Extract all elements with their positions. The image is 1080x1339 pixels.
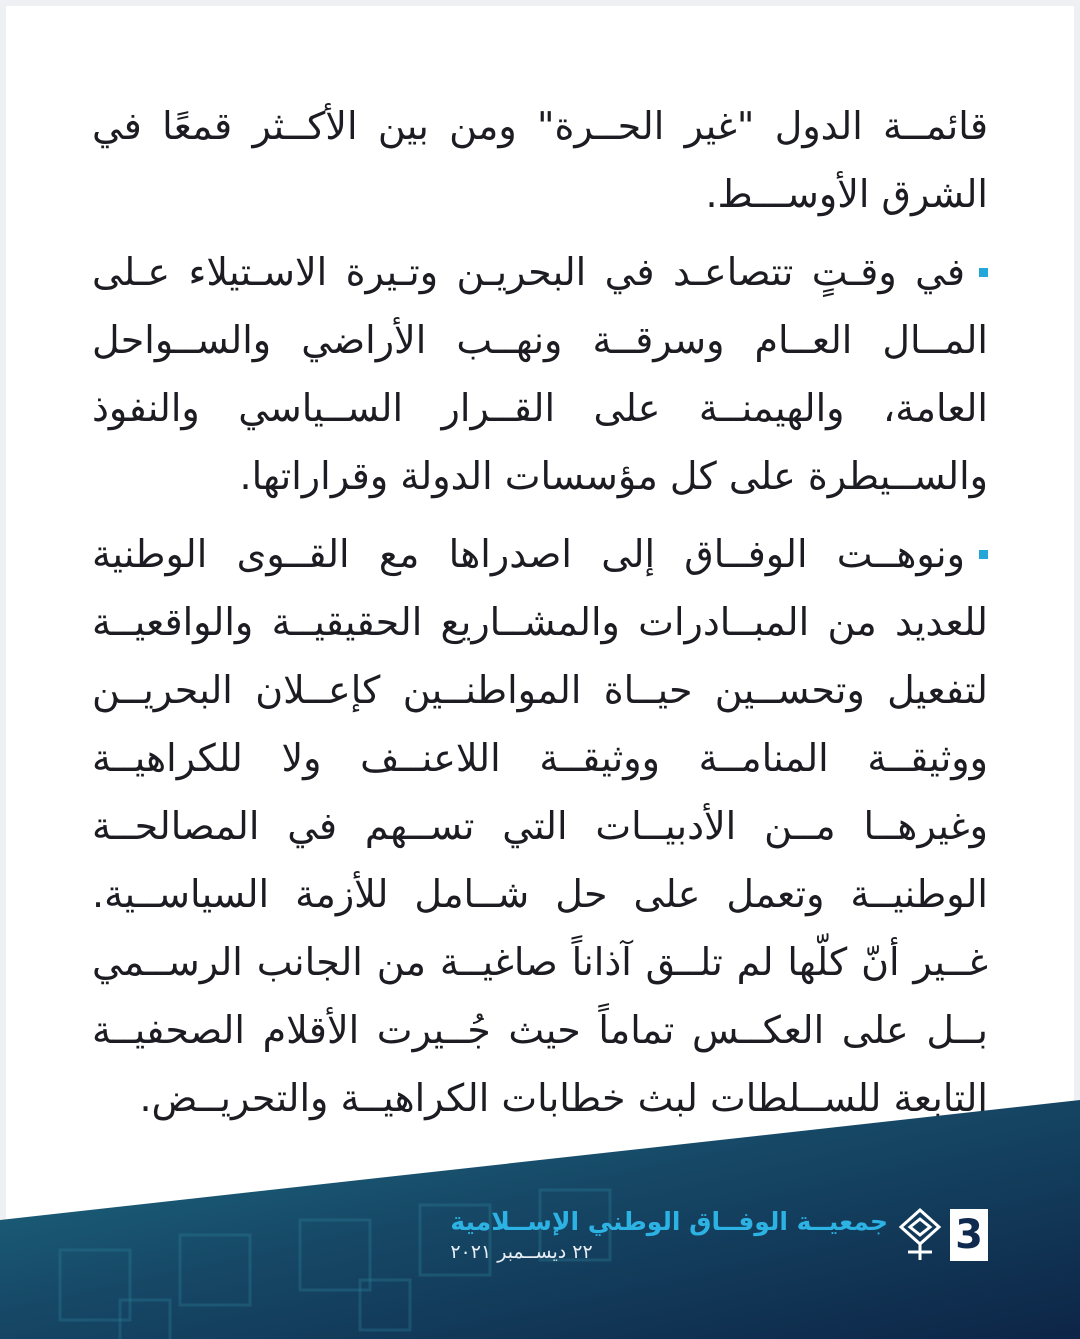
article-body [92, 92, 988, 1142]
footer-branding [450, 1200, 988, 1270]
square-bullet-icon [979, 268, 988, 277]
brand-text [450, 1205, 888, 1265]
paragraph-text: قائمــة الدول "غير الحــرة" ومن بين الأكــثر قمعًا في الشرق الأوســـط. [92, 104, 988, 216]
page-number: 3 [950, 1209, 988, 1261]
paragraph-bullet-1 [92, 238, 988, 510]
paragraph-bullet-2 [92, 520, 988, 1132]
publish-date: ٢٢ ديســمبر ٢٠٢١ [450, 1241, 593, 1263]
paragraph-text: في وقـتٍ تتصاعـد في البحريـن وتـيرة الاسـتيلاء عـلى المــال العــام وسرقــة ونهــب الأراضي والســواحل العامة، والهيمنــة على القــرار الســياسي والنفوذ والســيطرة على كل مؤسسات الدولة وقراراتها. [92, 250, 988, 498]
logo-group [898, 1207, 988, 1263]
paragraph-text: ونوهــت الوفــاق إلى اصدراها مع القــوى الوطنية للعديد من المبــادرات والمشــاريع الحقيقيــة والواقعيــة لتفعيل وتحســين حيــاة المواطنــين كإعــلان البحريــن ووثيقــة المنامــة ووثيقــة اللاعنــف ولا للكراهيــة وغيرهــا مــن الأدبيــات التي تســهم في المصالحــة الوطنيــة وتعمل على حل شــامل للأزمة السياســية. غــير أنّ كلّها لم تلــق آذاناً صاغيــة من الجانب الرســمي بــل على العكــس تماماً حيث جُــيرت الأقلام الصحفيــة التابعة للســلطات لبث خطابات الكراهيــة والتحريــض. [92, 532, 988, 1120]
organization-name: جمعيــة الوفــاق الوطني الإســلامية [450, 1207, 888, 1236]
paragraph-intro [92, 92, 988, 228]
square-bullet-icon [979, 550, 988, 559]
kufic-logo-icon [898, 1207, 942, 1263]
